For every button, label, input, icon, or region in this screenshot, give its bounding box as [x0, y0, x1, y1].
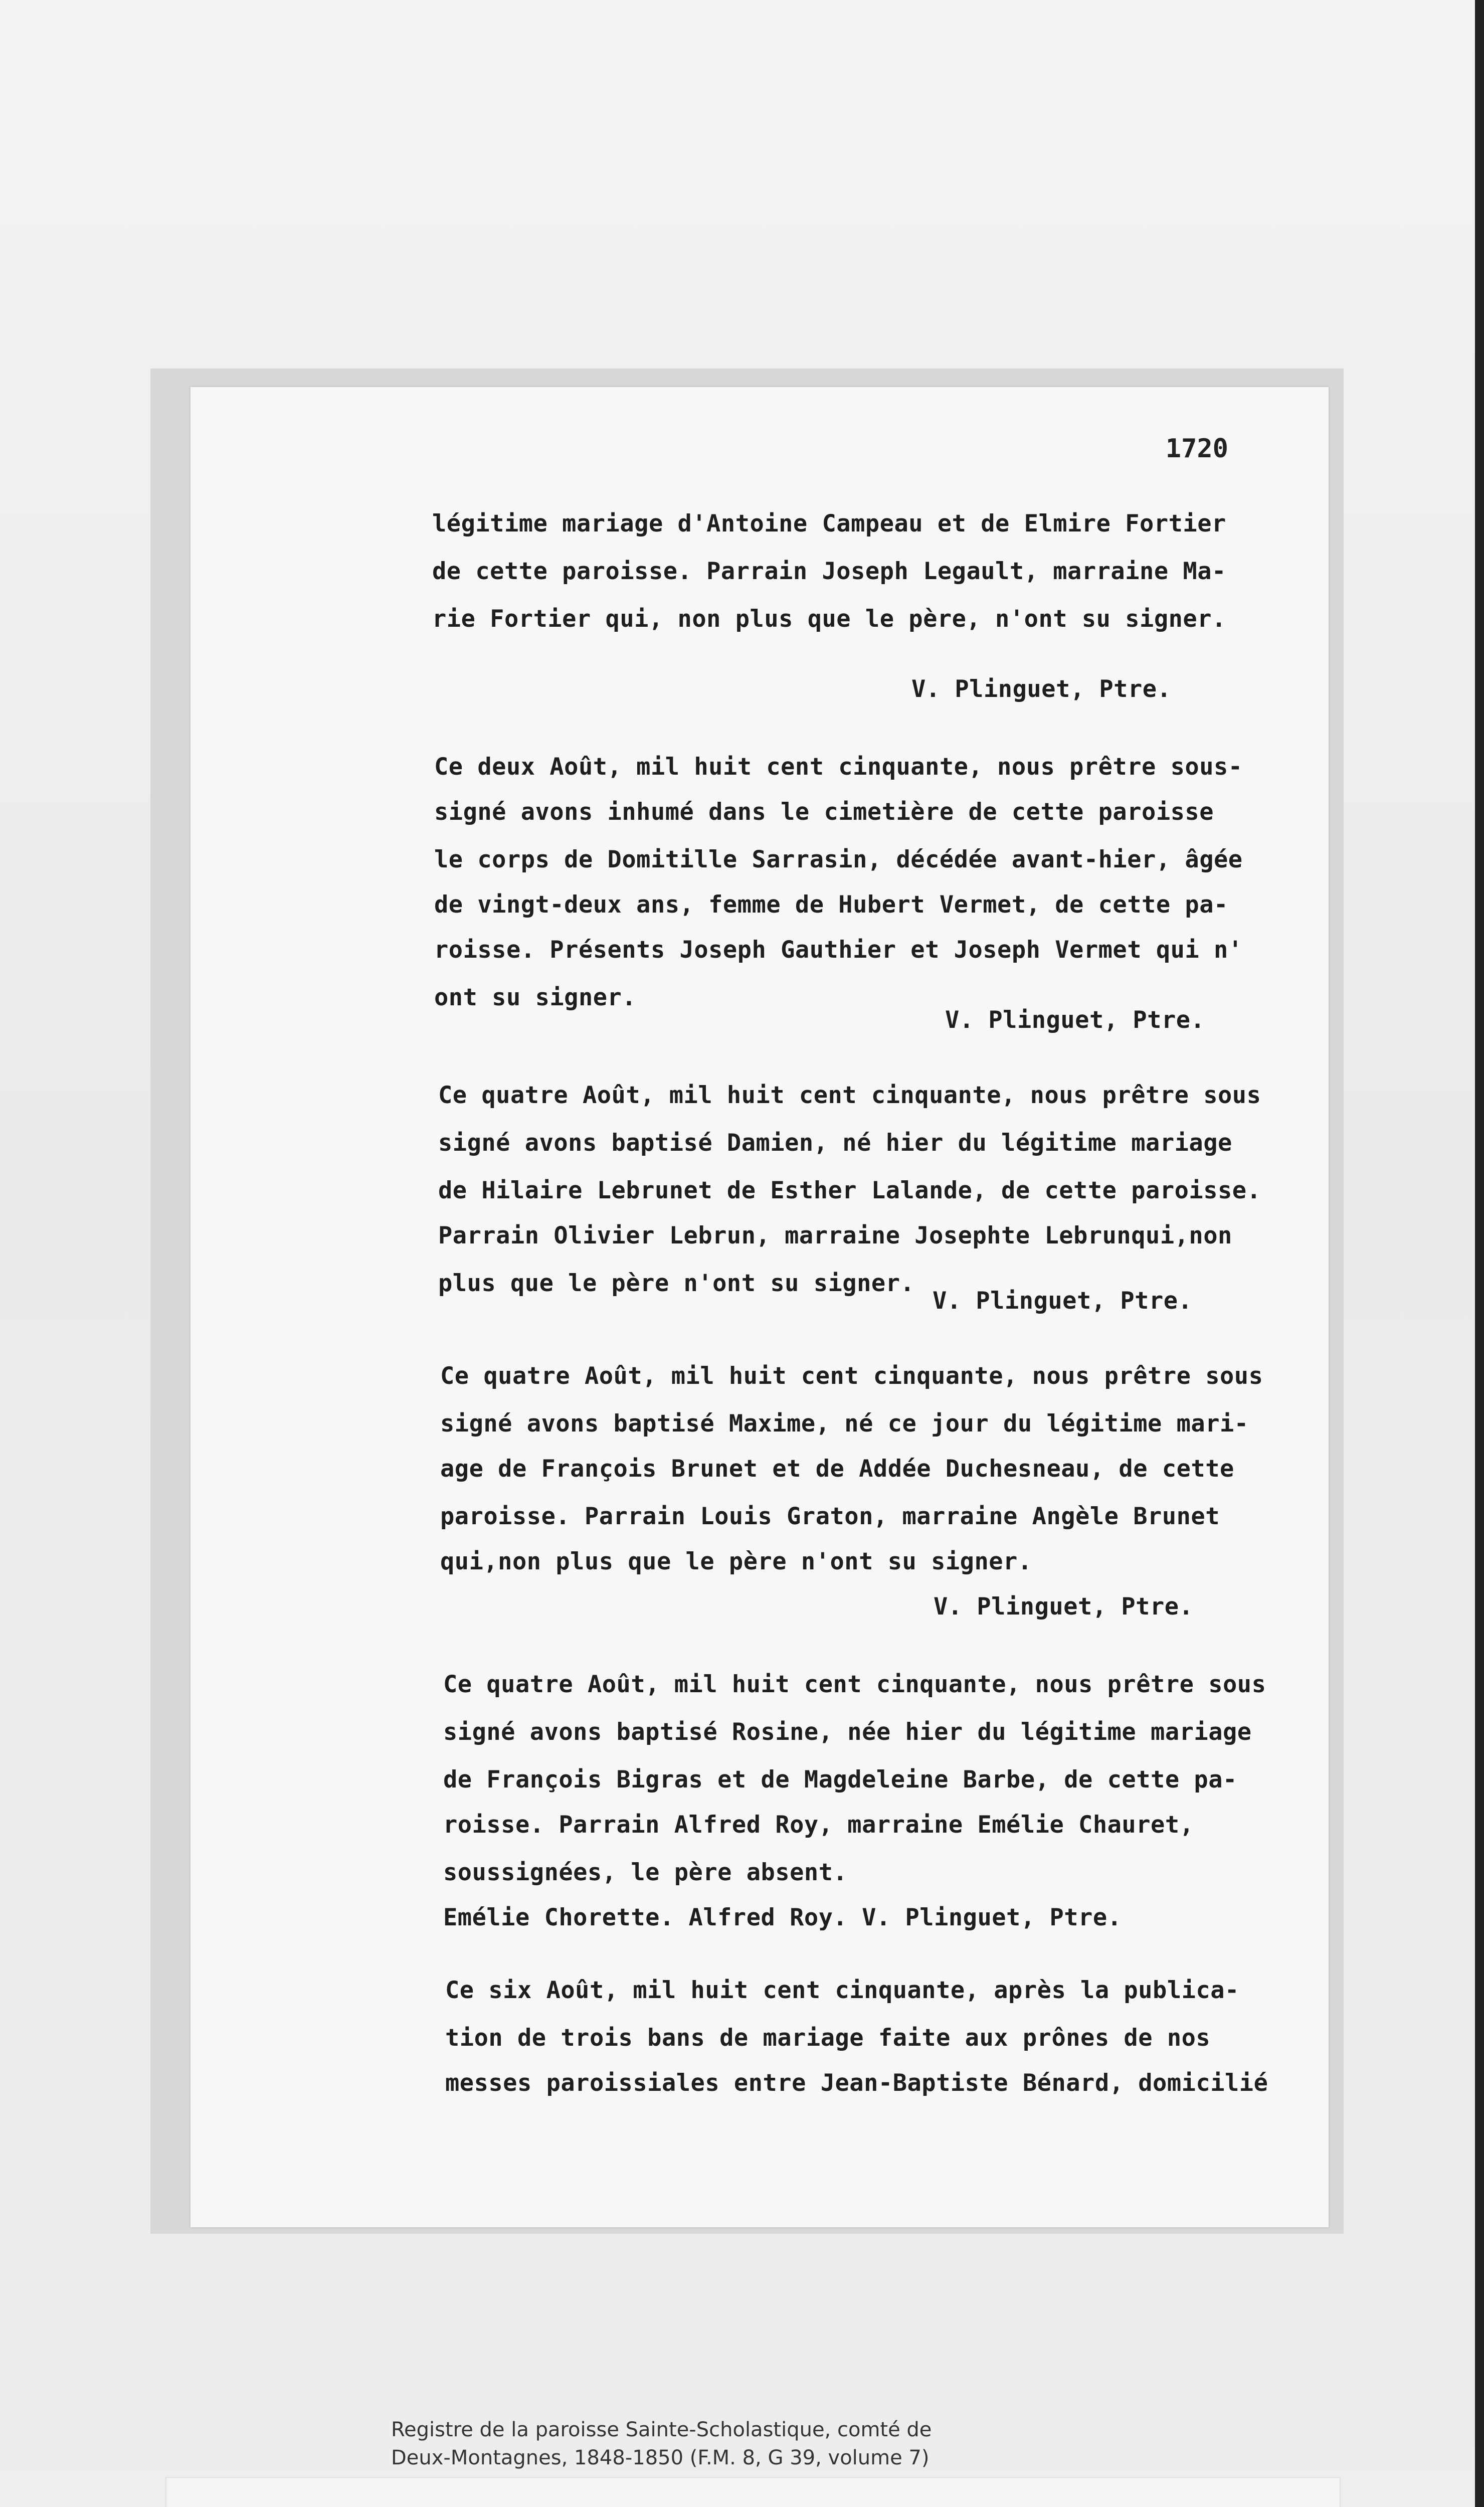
text-line: de cette paroisse. Parrain Joseph Legault, marraine Ma-	[432, 558, 1226, 585]
text-line: Ce six Août, mil huit cent cinquante, après la publica-	[445, 1977, 1239, 2004]
text-line: Ce deux Août, mil huit cent cinquante, nous prêtre sous-	[434, 753, 1243, 781]
archive-caption	[391, 2416, 1143, 2476]
text-line: signé avons baptisé Damien, né hier du légitime mariage	[438, 1129, 1232, 1157]
text-line: paroisse. Parrain Louis Graton, marraine Angèle Brunet	[440, 1503, 1220, 1530]
text-line: age de François Brunet et de Addée Duchesneau, de cette	[440, 1455, 1234, 1483]
signature-line: V. Plinguet, Ptre.	[911, 675, 1172, 703]
text-line: signé avons baptisé Maxime, né ce jour du légitime mari-	[440, 1410, 1249, 1438]
text-line: tion de trois bans de mariage faite aux prônes de nos	[445, 2024, 1211, 2052]
text-line: Ce quatre Août, mil huit cent cinquante, nous prêtre sous	[440, 1362, 1263, 1390]
text-line: roisse. Présents Joseph Gauthier et Joseph Vermet qui n'	[434, 936, 1243, 964]
text-line: Ce quatre Août, mil huit cent cinquante, nous prêtre sous	[443, 1671, 1266, 1698]
text-line: de vingt-deux ans, femme de Hubert Vermet, de cette pa-	[434, 891, 1228, 919]
archive-card	[165, 2477, 1341, 2507]
text-line: ont su signer.	[434, 984, 637, 1011]
text-line: signé avons baptisé Rosine, née hier du légitime mariage	[443, 1718, 1252, 1746]
text-line: de François Bigras et de Magdeleine Barbe, de cette pa-	[443, 1766, 1237, 1794]
text-line: le corps de Domitille Sarrasin, décédée avant-hier, âgée	[434, 846, 1243, 873]
signature-line: Emélie Chorette. Alfred Roy. V. Plinguet, Ptre.	[443, 1904, 1122, 1931]
text-line: légitime mariage d'Antoine Campeau et de Elmire Fortier	[432, 510, 1226, 538]
text-line: signé avons inhumé dans le cimetière de cette paroisse	[434, 798, 1214, 826]
text-line: de Hilaire Lebrunet de Esther Lalande, de cette paroisse.	[438, 1177, 1261, 1204]
film-edge-right	[1475, 0, 1484, 2507]
text-line: Parrain Olivier Lebrun, marraine Josephte Lebrunqui,non	[438, 1222, 1232, 1249]
caption-line: Deux-Montagnes, 1848-1850 (F.M. 8, G 39, volume 7)	[391, 2446, 930, 2469]
text-line: roisse. Parrain Alfred Roy, marraine Emélie Chauret,	[443, 1811, 1194, 1839]
caption-line: Registre de la paroisse Sainte-Scholastique, comté de	[391, 2418, 932, 2441]
text-line: messes paroissiales entre Jean-Baptiste Bénard, domicilié	[445, 2069, 1268, 2097]
page-number: 1720	[1165, 434, 1228, 464]
text-line: rie Fortier qui, non plus que le père, n'ont su signer.	[432, 605, 1226, 633]
signature-line: V. Plinguet, Ptre.	[945, 1006, 1205, 1034]
text-line: soussignées, le père absent.	[443, 1859, 848, 1886]
signature-line: V. Plinguet, Ptre.	[933, 1287, 1193, 1315]
text-line: qui,non plus que le père n'ont su signer.	[440, 1548, 1032, 1575]
text-line: Ce quatre Août, mil huit cent cinquante, nous prêtre sous	[438, 1082, 1261, 1109]
text-line: plus que le père n'ont su signer.	[438, 1270, 915, 1297]
signature-line: V. Plinguet, Ptre.	[934, 1593, 1194, 1621]
